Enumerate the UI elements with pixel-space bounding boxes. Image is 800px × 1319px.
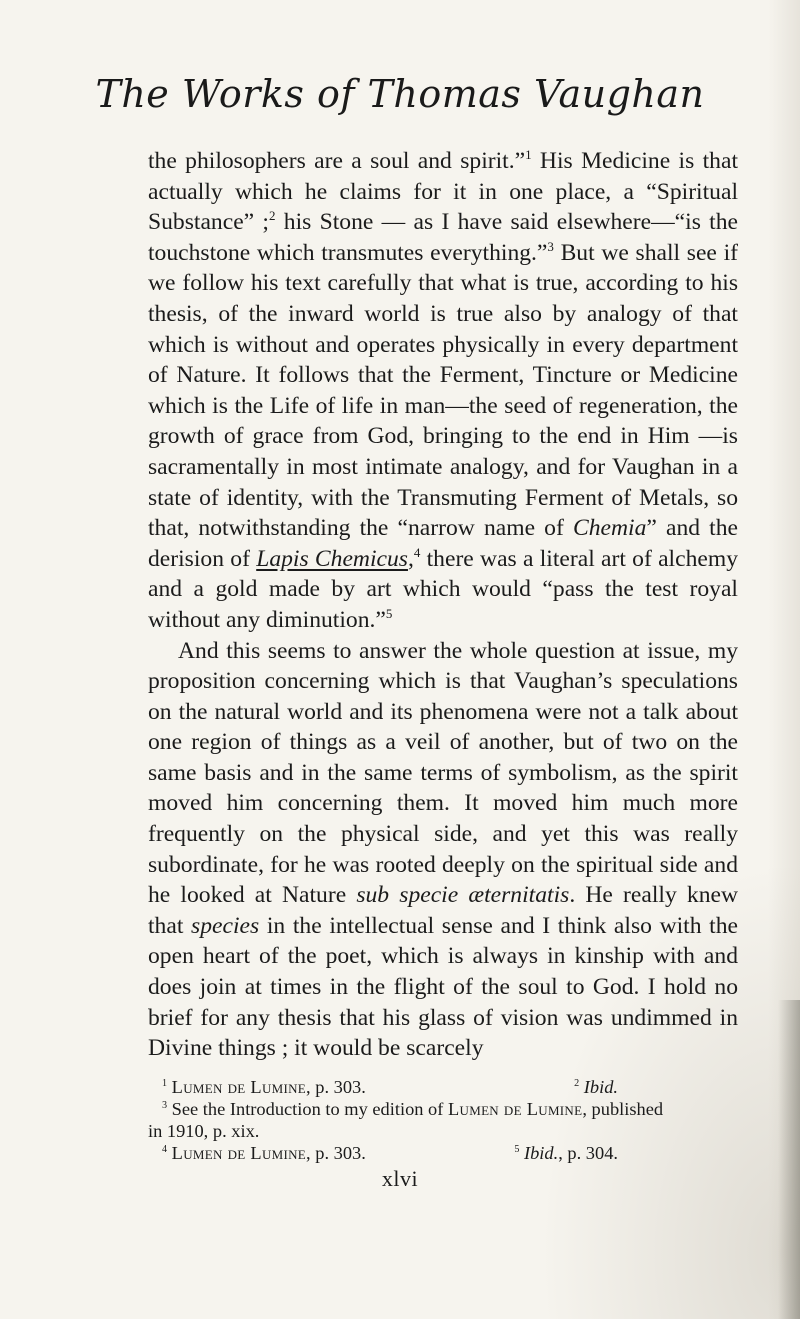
footnote-5-ibid: Ibid. [523, 1143, 559, 1163]
footnote-ref-1: 1 [525, 146, 532, 162]
p1-text-a: the philosophers are a soul and spirit.” [148, 148, 526, 174]
footnote-2-num: 2 [574, 1077, 580, 1089]
footnote-3-continuation: in 1910, p. xix. [148, 1121, 260, 1141]
footnote-1-page: , p. 303. [306, 1077, 366, 1097]
running-head: The Works of Thomas Vaughan [95, 72, 705, 116]
p1-text-f: , [407, 545, 414, 572]
footnote-3-pre: See the Introduction to my edition of [167, 1099, 448, 1119]
footnote-5-page: , p. 304. [558, 1143, 618, 1163]
term-chemia: Chemia [572, 515, 647, 542]
p1-text-g: there was a literal art of alchemy and a gold made by art which would “pass the test royal without any diminution.” [148, 545, 738, 633]
p2-text-a: And this seems to answer the whole question at issue, my proposition concerning which is that Vaughan’s speculations on the natural world and its phenomena were not a talk about one region of things as a veil of another, but of two on the same basis and in the same terms of symbolism, as the spirit moved him concerning them. It moved him much more frequently on the physical side, and yet this was really subordinate, for he was rooted deeply on the spiritual side and he looked at Nature [148, 637, 738, 909]
page-number: xlvi [381, 1166, 419, 1191]
footnote-1 [162, 1076, 366, 1098]
footnote-3-title: Lumen de Lumine [447, 1099, 583, 1119]
footnote-ref-2: 2 [269, 208, 276, 224]
footnote-3 [148, 1098, 738, 1142]
p2-text-c: in the intellectual sense and I think also with the open heart of the poet, which is always in kinship with and does join at times in the flight of the soul to God. I hold no brief for any thesis that his glass of vision was undimmed in Divine things ; it would be scarcely [148, 912, 739, 1062]
paragraph-1 [148, 146, 738, 636]
p1-text-b: His Medicine is that actually which he claims for it in one place, a “Spiritual Substance” ; [148, 148, 738, 236]
term-sub-specie: sub specie æternitatis [356, 882, 570, 909]
footnote-row-1-2 [148, 1076, 738, 1098]
term-lapis-chemicus: Lapis Chemicus [256, 545, 408, 572]
paragraph-2 [148, 636, 738, 1064]
footnotes [148, 1076, 738, 1164]
footnote-2-text: Ibid. [583, 1077, 618, 1097]
footnote-4-num: 4 [162, 1143, 168, 1155]
footnote-row-4-5 [148, 1142, 738, 1164]
footnote-2 [574, 1076, 738, 1098]
footnote-5 [514, 1142, 738, 1164]
footnote-3-post: , published [582, 1099, 664, 1119]
p1-text-e: ” and the derision of [148, 515, 738, 572]
term-species: species [191, 912, 260, 939]
footnote-3-num: 3 [162, 1099, 168, 1111]
footnote-ref-4: 4 [413, 544, 421, 560]
footnote-4-page: , p. 303. [306, 1143, 366, 1163]
body-text [148, 146, 738, 1064]
p1-text-c: his Stone — as I have said elsewhere—“is the touchstone which transmutes everything.” [148, 209, 738, 266]
footnote-1-num: 1 [162, 1077, 168, 1089]
footnote-ref-3: 3 [547, 238, 554, 254]
page-edge-shadow [778, 1000, 800, 1319]
p1-text-d: But we shall see if we follow his text carefully that what is true, according to his thesis, of the inward world is true also by analogy of that which is without and operates physically in every department of Nature. It follows that the Ferment, Tincture or Medicine which is the Life of life in man—the seed of regeneration, the growth of grace from God, bringing to the end in Him —is sacramentally in most intimate analogy, and for Vaughan in a state of identity, with the Transmuting Ferment of Metals, so that, notwithstanding the “narrow name of [148, 239, 738, 542]
footnote-1-title: Lumen de Lumine [171, 1077, 307, 1097]
footnote-4 [162, 1142, 366, 1164]
footnote-5-num: 5 [514, 1143, 520, 1155]
footnote-4-title: Lumen de Lumine [171, 1143, 307, 1163]
p2-text-b: . He really knew that [148, 882, 739, 939]
footnote-ref-5: 5 [385, 605, 393, 621]
